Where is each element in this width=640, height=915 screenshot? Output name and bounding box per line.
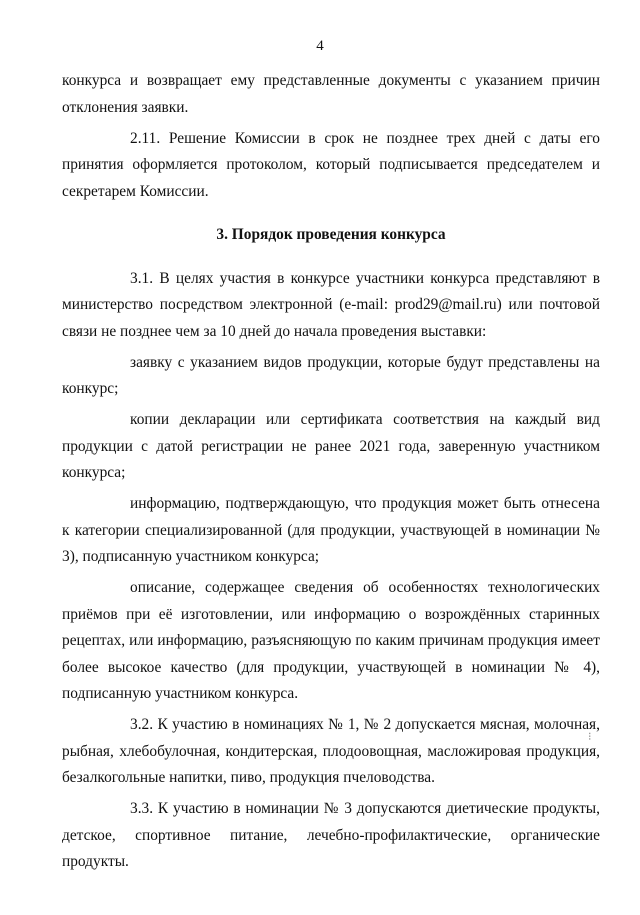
paragraph-2-11: 2.11. Решение Комиссии в срок не позднее трех дней с даты его принятия оформляется протоколом, который подписывается председателем и секретарем Комиссии. xyxy=(62,129,600,200)
paragraph-certificate-copies: копии декларации или сертификата соответствия на каждый вид продукции с датой регистрации не ранее 2021 года, заверенную участником конкурса; xyxy=(62,411,600,481)
scan-margin-mark: ⁝ xyxy=(588,731,592,743)
paragraph-specialized-info: информацию, подтверждающую, что продукция может быть отнесена к категории специализированной (для продукции, участвующей в номинации № 3), подписанную участником конкурса; xyxy=(62,495,600,565)
paragraph-application: заявку с указанием видов продукции, которые будут представлены на конкурс; xyxy=(62,353,600,397)
paragraph-3-2: 3.2. К участию в номинациях № 1, № 2 допускается мясная, молочная, рыбная, хлебобулочная, кондитерская, плодоовощная, масложировая продукция, безалкогольные напитки, пиво, продукция пчеловодства. xyxy=(62,716,600,786)
page-number: 4 xyxy=(316,38,324,54)
document-body xyxy=(62,68,600,880)
paragraph-3-1: 3.1. В целях участия в конкурсе участники конкурса представляют в министерство посредством электронной (e-mail: prod29@mail.ru) или почтовой связи не позднее чем за 10 дней до начала проведения выставки: xyxy=(62,269,600,340)
section-heading: 3. Порядок проведения конкурса xyxy=(216,226,446,243)
paragraph-description: описание, содержащее сведения об особенностях технологических приёмов при её изготовлении, или информацию о возрождённых старинных рецептах, или информацию, разъясняющую по каким причинам продукция имеет более высокое качество (для продукции, участвующей в номинации № 4), подписанную участником конкурса. xyxy=(62,579,600,702)
paragraph-continuation: конкурса и возвращает ему представленные документы с указанием причин отклонения заявки. xyxy=(62,72,600,116)
paragraph-3-3: 3.3. К участию в номинации № 3 допускаются диетические продукты, детское, спортивное питание, лечебно-профилактические, органические продукты. xyxy=(62,800,600,870)
